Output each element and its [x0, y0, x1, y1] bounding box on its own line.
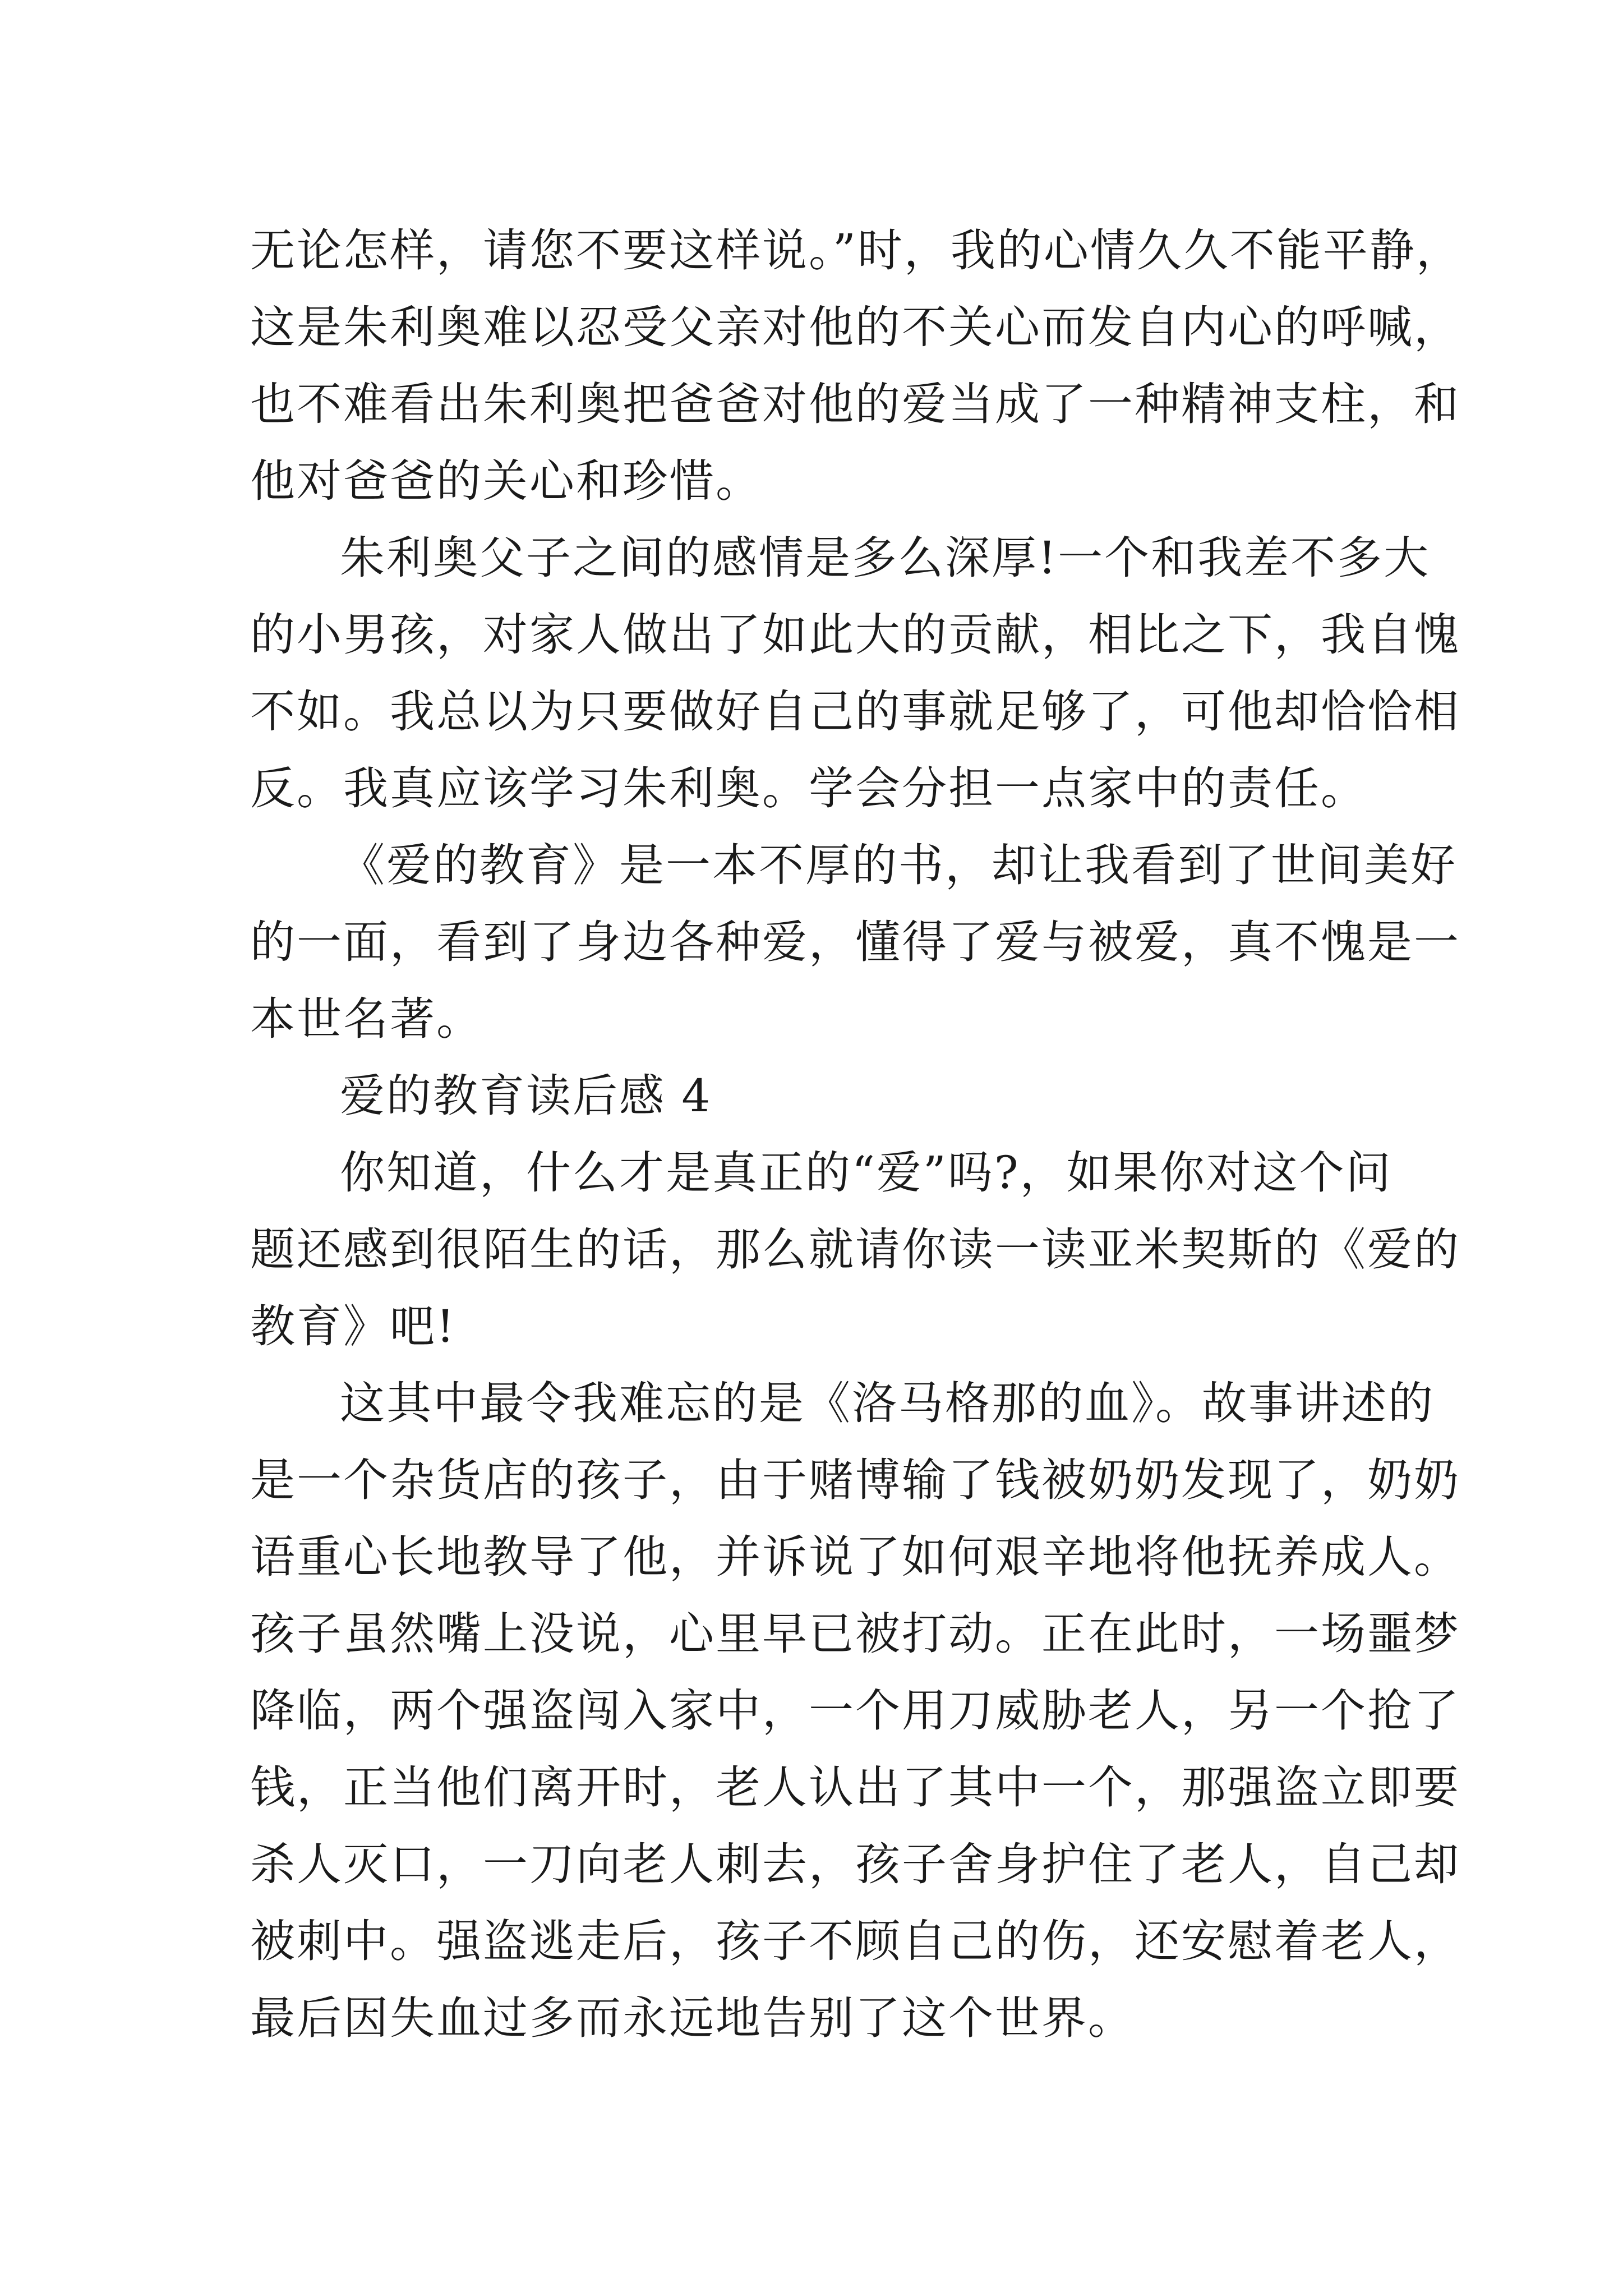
paragraph-first-line: 你知道，什么才是真正的“爱”吗?，如果你对这个问 — [340, 1147, 1393, 1199]
paragraph-first-line: 朱利奥父子之间的感情是多么深厚!一个和我差不多大 — [340, 532, 1431, 584]
paragraph-first-line: 这其中最令我难忘的是《洛马格那的血》。故事讲述的 — [340, 1377, 1435, 1429]
paragraph-first-line: 《爱的教育》是一本不厚的书，却让我看到了世间美好 — [340, 839, 1457, 891]
text-line: 教育》吧! — [250, 1300, 457, 1352]
text-line: 本世名著。 — [250, 993, 483, 1045]
text-line: 这是朱利奥难以忍受父亲对他的不关心而发自内心的呼喊， — [250, 301, 1460, 353]
text-line: 的小男孩，对家人做出了如此大的贡献，相比之下，我自愧 — [250, 609, 1460, 661]
text-body — [250, 212, 1463, 2056]
text-line: 杀人灭口，一刀向老人刺去，孩子舍身护住了老人，自己却 — [250, 1838, 1460, 1890]
paragraph-first-line: 爱的教育读后感 4 — [340, 1070, 712, 1122]
text-line: 最后因失血过多而永远地告别了这个世界。 — [250, 1992, 1135, 2044]
text-line: 反。我真应该学习朱利奥。学会分担一点家中的责任。 — [250, 762, 1367, 815]
text-line: 被刺中。强盗逃走后，孩子不顾自己的伤，还安慰着老人， — [250, 1915, 1460, 1967]
text-line: 无论怎样，请您不要这样说。”时，我的心情久久不能平静， — [250, 224, 1463, 277]
text-line: 降临，两个强盗闯入家中，一个用刀威胁老人，另一个抢了 — [250, 1685, 1460, 1737]
text-line: 题还感到很陌生的话，那么就请你读一读亚米契斯的《爱的 — [250, 1223, 1460, 1276]
text-line: 钱，正当他们离开时，老人认出了其中一个，那强盗立即要 — [250, 1761, 1460, 1814]
text-line: 不如。我总以为只要做好自己的事就足够了，可他却恰恰相 — [250, 685, 1460, 738]
text-line: 是一个杂货店的孩子，由于赌博输了钱被奶奶发现了，奶奶 — [250, 1454, 1460, 1506]
text-line: 的一面，看到了身边各种爱，懂得了爱与被爱，真不愧是一 — [250, 916, 1460, 968]
text-line: 孩子虽然嘴上没说，心里早已被打动。正在此时，一场噩梦 — [250, 1608, 1460, 1660]
text-line: 也不难看出朱利奥把爸爸对他的爱当成了一种精神支柱，和 — [250, 378, 1460, 430]
text-line: 他对爸爸的关心和珍惜。 — [250, 455, 762, 507]
text-line: 语重心长地教导了他，并诉说了如何艰辛地将他抚养成人。 — [250, 1531, 1460, 1583]
